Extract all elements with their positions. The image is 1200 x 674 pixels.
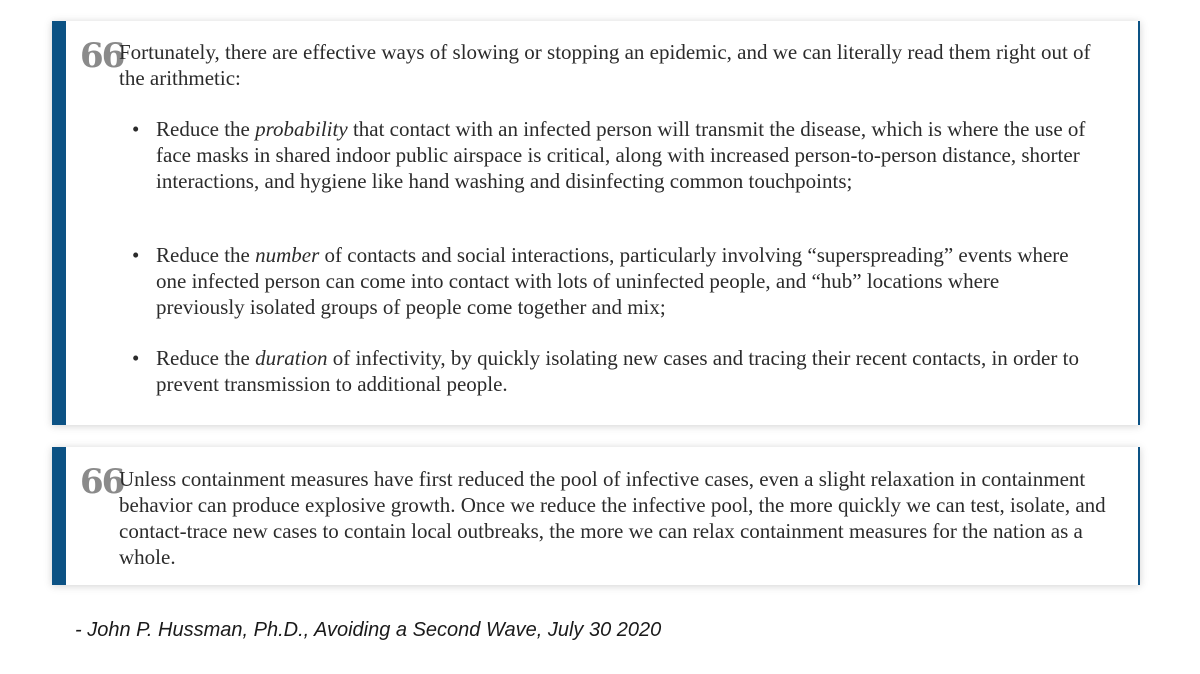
bullet-item-duration bbox=[132, 345, 1092, 397]
quote-body-text: Unless containment measures have first reduced the pool of infective cases, even a slight relaxation in containment behavior can produce explosive growth. Once we reduce the infective pool, the more quickly we can test, isolate, and contact-trace new cases to contain local outbreaks, the more we can relax containment measures for the nation as a whole. bbox=[119, 467, 1106, 569]
bullet-text-before: Reduce the bbox=[156, 243, 256, 267]
bullet-dot-icon: • bbox=[132, 243, 140, 267]
bullet-emphasis: duration bbox=[255, 346, 328, 370]
bullet-text-after: that contact with an infected person will transmit the disease, which is where the use of face masks in shared indoor public airspace is critical, along with increased person-to-person distance, shorter interactions, and hygiene like hand washing and disinfecting common touchpoints; bbox=[156, 117, 1086, 193]
bullet-text-after: of contacts and social interactions, particularly involving “superspreading” events where one infected person can come into contact with lots of uninfected people, and “hub” locations where previously isolated groups of people come together and mix; bbox=[156, 243, 1069, 319]
bullet-item-number bbox=[132, 242, 1092, 320]
bullet-dot-icon: • bbox=[132, 117, 140, 141]
bullet-emphasis: probability bbox=[255, 117, 348, 141]
bullet-text-before: Reduce the bbox=[156, 117, 256, 141]
attribution: - John P. Hussman, Ph.D., Avoiding a Second Wave, July 30 2020 bbox=[75, 619, 662, 641]
bullet-emphasis: number bbox=[255, 243, 320, 267]
bullet-dot-icon: • bbox=[132, 346, 140, 370]
quote-body bbox=[119, 466, 1129, 570]
bullet-text-after: of infectivity, by quickly isolating new cases and tracing their recent contacts, in order to prevent transmission to additional people. bbox=[156, 346, 1079, 396]
quote-mark-icon: 66 bbox=[80, 36, 124, 76]
quote-intro bbox=[119, 39, 1099, 91]
bullet-item-probability bbox=[132, 116, 1092, 194]
quote-intro-text: Fortunately, there are effective ways of slowing or stopping an epidemic, and we can literally read them right out of the arithmetic: bbox=[119, 40, 1091, 90]
bullet-text-before: Reduce the bbox=[156, 346, 256, 370]
quote-card-1 bbox=[52, 21, 1140, 425]
quote-mark-icon: 66 bbox=[80, 462, 124, 502]
quote-card-2 bbox=[52, 447, 1140, 585]
